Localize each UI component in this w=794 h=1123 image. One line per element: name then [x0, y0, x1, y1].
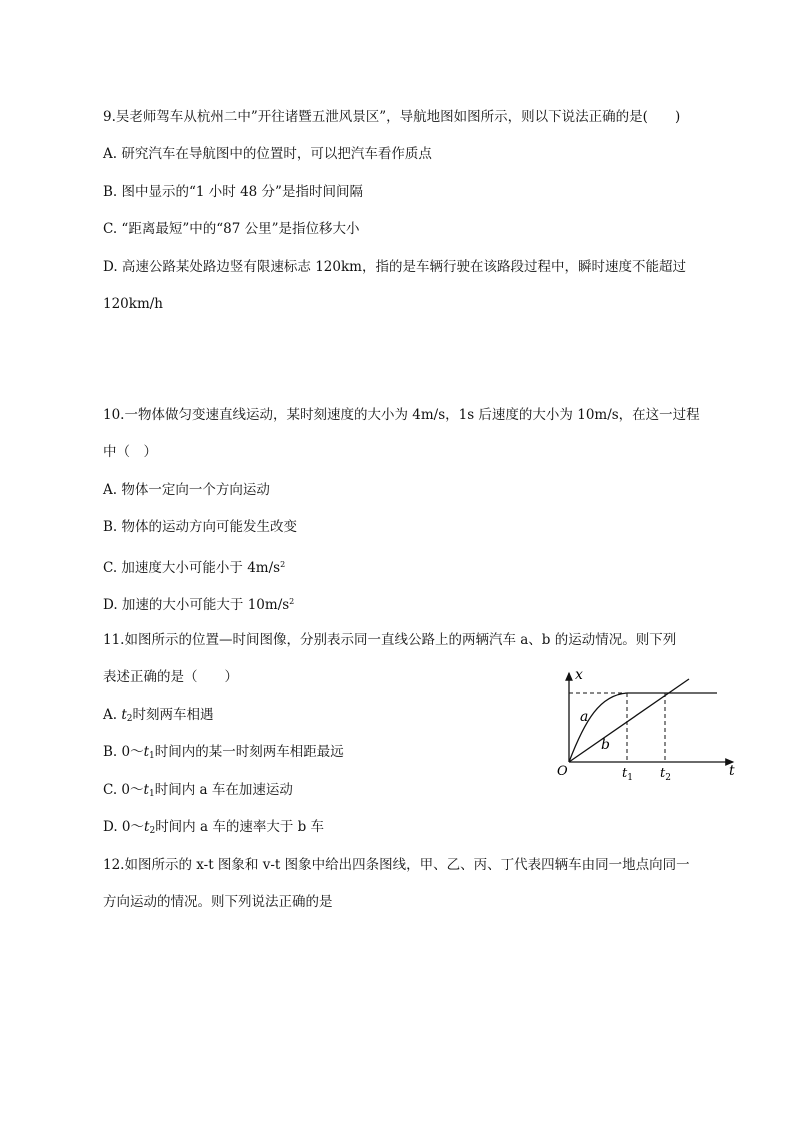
- y-axis-label: x: [575, 667, 583, 683]
- t2-label-sub: 2: [665, 773, 671, 783]
- q10-option-d: [103, 593, 294, 614]
- q11-option-d-prefix: D. 0～: [103, 819, 145, 835]
- q12-stem-line2: 方向运动的情况。则下列说法正确的是: [103, 894, 333, 910]
- q11-option-a: [103, 706, 214, 728]
- line-b-label: b: [601, 737, 610, 753]
- q11-position-time-graph: [555, 665, 740, 785]
- q11-option-c-text: 时间内 a 车在加速运动: [154, 782, 293, 798]
- curve-a-label: a: [580, 709, 589, 725]
- q11-option-d-sub: 2: [149, 826, 156, 836]
- q9-option-d-line2: 120km/h: [103, 296, 163, 312]
- q11-option-d-var: t: [144, 819, 150, 835]
- q11-option-c-var: t: [143, 782, 149, 798]
- q10-option-c: [103, 556, 285, 577]
- q9-option-c: C. “距离最短”中的“87 公里”是指位移大小: [103, 221, 360, 237]
- t2-label-t: t: [660, 766, 666, 781]
- q9-option-a: A. 研究汽车在导航图中的位置时，可以把汽车看作质点: [103, 146, 432, 162]
- t1-label: [622, 766, 633, 783]
- q10-option-c-text: C. 加速度大小可能小于 4m/s: [103, 560, 281, 576]
- q10-option-a: A. 物体一定向一个方向运动: [103, 482, 270, 498]
- q11-option-a-var: t: [121, 707, 127, 723]
- q11-option-b-prefix: B. 0～: [103, 744, 144, 760]
- q11-stem-line2: 表述正确的是（ ）: [103, 669, 238, 685]
- q11-option-a-sub: 2: [126, 714, 133, 724]
- q11-option-d-text: 时间内 a 车的速率大于 b 车: [155, 819, 325, 835]
- q10-option-b: B. 物体的运动方向可能发生改变: [103, 519, 298, 535]
- x-axis-label: t: [729, 763, 735, 779]
- origin-label: O: [557, 764, 568, 779]
- q11-option-c-prefix: C. 0～: [103, 782, 144, 798]
- t2-label: [660, 766, 671, 783]
- q11-option-a-text: 时刻两车相遇: [132, 707, 214, 723]
- q9-option-d-line1: D. 高速公路某处路边竖有限速标志 120km，指的是车辆行驶在该路段过程中，瞬时速度不能超过: [103, 259, 686, 275]
- q12-stem-line1: 12.如图所示的 x-t 图象和 v-t 图象中给出四条图线，甲、乙、丙、丁代表四辆车由同一地点向同一: [103, 857, 690, 873]
- q10-stem-line1: 10.一物体做匀变速直线运动，某时刻速度的大小为 4m/s，1s 后速度的大小为 10m/s，在这一过程: [103, 407, 700, 423]
- q10-option-d-text: D. 加速的大小可能大于 10m/s: [103, 597, 290, 613]
- t1-label-t: t: [622, 766, 628, 781]
- q11-stem-line1: 11.如图所示的位置—时间图像，分别表示同一直线公路上的两辆汽车 a、b 的运动情况。则下列: [103, 632, 677, 648]
- q11-option-b-var: t: [143, 744, 150, 760]
- q11-option-b-sub: 1: [149, 751, 155, 761]
- q10-option-c-exponent: 2: [280, 560, 286, 569]
- q11-option-a-prefix: A.: [103, 707, 122, 723]
- q10-stem-line2: 中（ ）: [103, 444, 157, 460]
- q11-option-b: [103, 743, 344, 765]
- q11-option-c: [103, 781, 293, 803]
- q10-option-d-exponent: 2: [289, 597, 295, 606]
- q11-option-c-sub: 1: [148, 789, 155, 799]
- curve-a: [569, 693, 717, 762]
- t1-label-sub: 1: [627, 773, 633, 783]
- q9-stem: 9.吴老师驾车从杭州二中”开往诸暨五泄风景区”，导航地图如图所示，则以下说法正确的是( ): [103, 109, 681, 125]
- q9-option-b: B. 图中显示的“1 小时 48 分”是指时间间隔: [103, 184, 363, 200]
- q11-option-d: [103, 818, 324, 840]
- q11-option-b-text: 时间内的某一时刻两车相距最远: [154, 744, 344, 760]
